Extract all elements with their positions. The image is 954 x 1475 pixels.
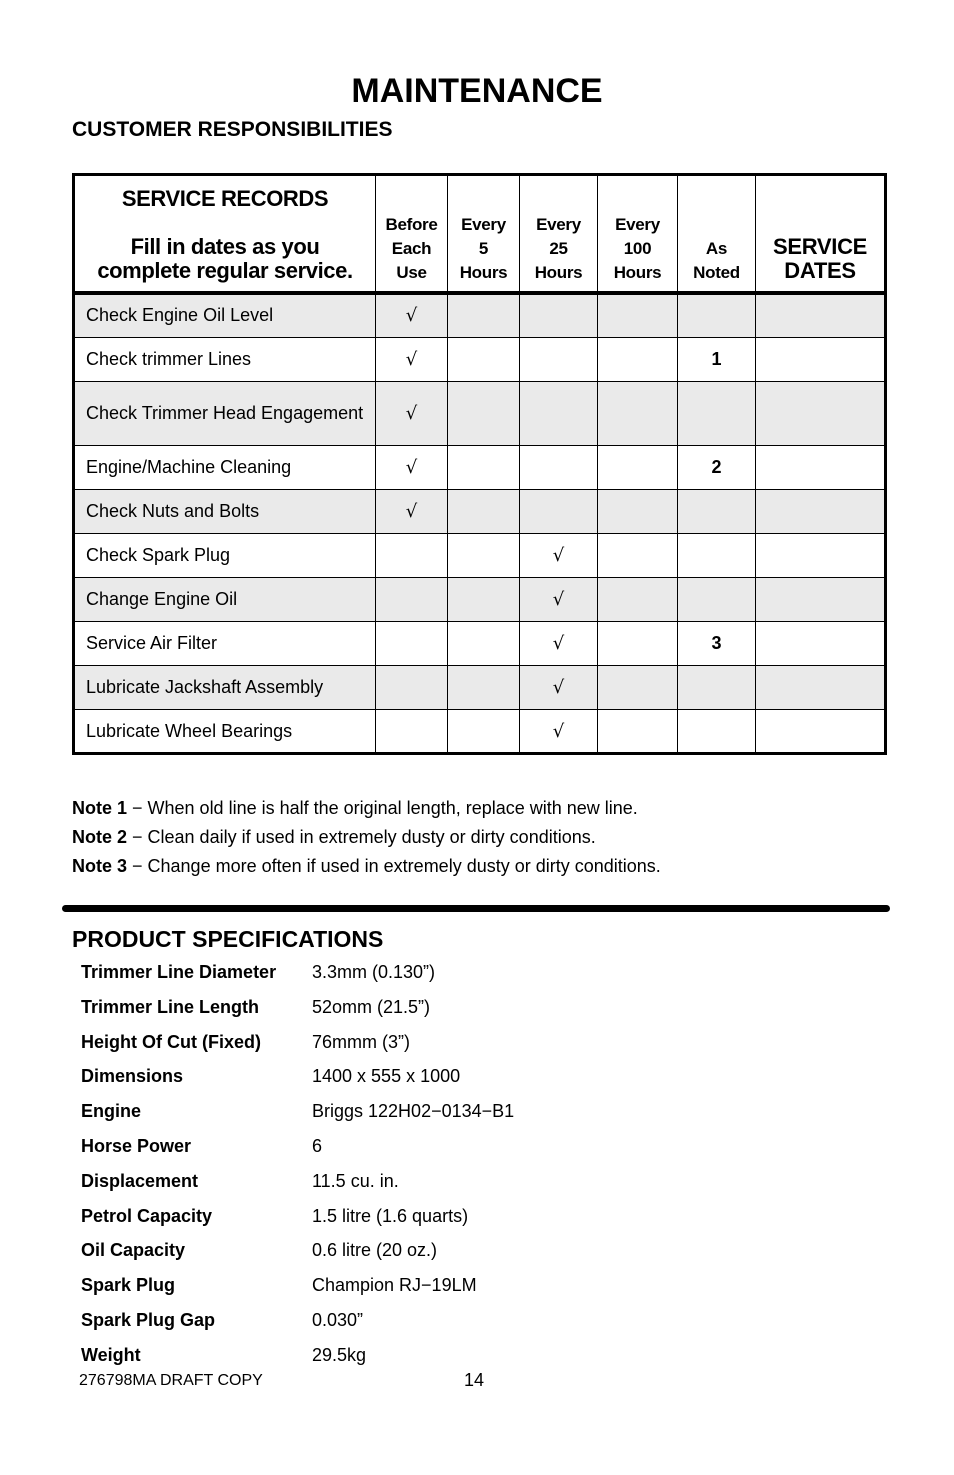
interval-check-cell — [376, 622, 448, 666]
interval-check-cell: √ — [520, 622, 598, 666]
interval-check-cell: √ — [376, 338, 448, 382]
interval-check-cell: √ — [376, 382, 448, 446]
table-row — [74, 338, 886, 382]
table-row — [74, 622, 886, 666]
interval-check-cell — [448, 666, 520, 710]
interval-line-2: 5 — [478, 238, 489, 258]
note-line — [72, 852, 661, 881]
interval-line-2: Each — [391, 238, 432, 258]
interval-check-cell: √ — [520, 666, 598, 710]
fill-in-line-1: Fill in dates as you — [130, 233, 320, 259]
table-row — [74, 446, 886, 490]
spec-value: 29.5kg — [312, 1344, 367, 1365]
service-table-body — [74, 293, 886, 754]
interval-line-1: Every — [615, 214, 660, 234]
as-noted-cell: 3 — [678, 622, 756, 666]
service-records-header — [74, 175, 376, 293]
task-cell: Lubricate Wheel Bearings — [74, 710, 376, 754]
note-text: − When old line is half the original length, replace with new line. — [127, 798, 638, 818]
as-noted-cell — [678, 666, 756, 710]
interval-header — [376, 175, 448, 293]
service-date-cell[interactable] — [756, 622, 886, 666]
interval-check-cell: √ — [376, 293, 448, 338]
interval-header — [448, 175, 520, 293]
table-header-row — [74, 175, 886, 293]
service-date-cell[interactable] — [756, 666, 886, 710]
spec-label: Engine — [81, 1101, 142, 1122]
task-cell: Service Air Filter — [74, 622, 376, 666]
interval-check-cell — [598, 666, 678, 710]
page-number: 14 — [464, 1370, 485, 1390]
interval-check-cell — [520, 338, 598, 382]
interval-line-1: Before — [385, 214, 438, 234]
as-noted-cell — [678, 490, 756, 534]
spec-label: Displacement — [81, 1170, 199, 1191]
interval-check-cell — [598, 446, 678, 490]
interval-line-2: 100 — [623, 238, 652, 258]
task-cell: Engine/Machine Cleaning — [74, 446, 376, 490]
service-records-label: SERVICE RECORDS — [121, 185, 329, 211]
table-row — [74, 490, 886, 534]
interval-header — [598, 175, 678, 293]
interval-check-cell — [448, 490, 520, 534]
interval-header — [520, 175, 598, 293]
spec-label: Trimmer Line Diameter — [81, 962, 277, 982]
service-date-cell[interactable] — [756, 578, 886, 622]
table-row — [74, 578, 886, 622]
spec-label: Trimmer Line Length — [81, 996, 260, 1017]
spec-label: Petrol Capacity — [81, 1205, 213, 1226]
interval-check-cell: √ — [520, 710, 598, 754]
spec-value: Champion RJ−19LM — [312, 1275, 477, 1296]
interval-line-3: Hours — [613, 262, 662, 282]
table-row — [74, 666, 886, 710]
interval-check-cell — [598, 382, 678, 446]
spec-value: 0.030” — [312, 1310, 364, 1330]
interval-check-cell — [598, 293, 678, 338]
interval-check-cell — [520, 446, 598, 490]
spec-label: Spark Plug Gap — [81, 1310, 216, 1330]
page-title: MAINTENANCE — [351, 72, 603, 110]
spec-label: Horse Power — [81, 1136, 192, 1156]
interval-check-cell — [448, 338, 520, 382]
interval-check-cell — [448, 622, 520, 666]
spec-value: Briggs 122H02−0134−B1 — [312, 1101, 515, 1122]
interval-check-cell — [598, 338, 678, 382]
as-noted-cell — [678, 578, 756, 622]
service-records-table — [72, 173, 887, 755]
interval-check-cell — [598, 490, 678, 534]
spec-value: 52omm (21.5”) — [312, 996, 431, 1017]
specs-heading: PRODUCT SPECIFICATIONS — [72, 926, 384, 952]
interval-check-cell — [520, 293, 598, 338]
spec-label: Oil Capacity — [81, 1240, 186, 1261]
section-divider — [62, 905, 890, 912]
interval-line-1: Every — [536, 214, 581, 234]
service-date-cell[interactable] — [756, 710, 886, 754]
interval-check-cell: √ — [376, 446, 448, 490]
task-cell: Check Nuts and Bolts — [74, 490, 376, 534]
interval-check-cell — [376, 578, 448, 622]
table-row — [74, 710, 886, 754]
spec-label: Spark Plug — [81, 1275, 176, 1296]
interval-check-cell — [376, 666, 448, 710]
as-noted-cell — [678, 293, 756, 338]
service-date-cell[interactable] — [756, 446, 886, 490]
service-dates-line-1: SERVICE — [772, 233, 868, 259]
service-date-cell[interactable] — [756, 382, 886, 446]
note-label: Note 3 — [72, 856, 128, 876]
as-noted-cell — [678, 710, 756, 754]
service-dates-header — [756, 175, 886, 293]
spec-value: 0.6 litre (20 oz.) — [312, 1240, 438, 1261]
interval-check-cell: √ — [376, 490, 448, 534]
interval-check-cell: √ — [520, 578, 598, 622]
interval-check-cell — [520, 382, 598, 446]
interval-line-2: 25 — [549, 238, 568, 258]
spec-label: Dimensions — [81, 1066, 184, 1087]
interval-check-cell — [448, 446, 520, 490]
spec-value: 1.5 litre (1.6 quarts) — [312, 1205, 469, 1226]
interval-check-cell — [520, 490, 598, 534]
table-row — [74, 293, 886, 338]
spec-value: 11.5 cu. in. — [312, 1170, 399, 1191]
interval-line-3: Use — [396, 262, 427, 282]
task-cell: Check Engine Oil Level — [74, 293, 376, 338]
notes-block — [72, 794, 661, 881]
note-text: − Change more often if used in extremely dusty or dirty conditions. — [127, 856, 661, 876]
interval-check-cell — [598, 622, 678, 666]
service-date-cell[interactable] — [756, 490, 886, 534]
interval-check-cell — [448, 578, 520, 622]
task-cell: Change Engine Oil — [74, 578, 376, 622]
interval-header — [678, 175, 756, 293]
interval-check-cell — [598, 710, 678, 754]
service-date-cell[interactable] — [756, 534, 886, 578]
note-line — [72, 823, 661, 852]
note-line — [72, 794, 661, 823]
fill-in-line-2: complete regular service. — [97, 257, 353, 283]
spec-value: 6 — [312, 1136, 323, 1156]
interval-check-cell — [598, 578, 678, 622]
interval-check-cell — [448, 382, 520, 446]
note-text: − Clean daily if used in extremely dusty or dirty conditions. — [127, 827, 596, 847]
interval-line-3: Noted — [693, 262, 740, 282]
table-row — [74, 382, 886, 446]
interval-line-2: As — [705, 238, 728, 258]
task-cell: Lubricate Jackshaft Assembly — [74, 666, 376, 710]
interval-check-cell — [448, 534, 520, 578]
interval-check-cell — [376, 710, 448, 754]
spec-value: 3.3mm (0.130”) — [312, 962, 436, 982]
service-dates-line-2: DATES — [784, 257, 856, 283]
interval-check-cell — [598, 534, 678, 578]
interval-line-3: Hours — [459, 262, 508, 282]
note-label: Note 1 — [72, 798, 128, 818]
as-noted-cell: 2 — [678, 446, 756, 490]
as-noted-cell — [678, 534, 756, 578]
interval-line-3: Hours — [534, 262, 583, 282]
task-cell: Check trimmer Lines — [74, 338, 376, 382]
as-noted-cell: 1 — [678, 338, 756, 382]
section-subtitle: CUSTOMER RESPONSIBILITIES — [72, 118, 393, 141]
as-noted-cell — [678, 382, 756, 446]
interval-line-1: Every — [461, 214, 506, 234]
note-label: Note 2 — [72, 827, 128, 847]
task-cell: Check Spark Plug — [74, 534, 376, 578]
interval-check-cell — [448, 710, 520, 754]
spec-label: Weight — [81, 1344, 141, 1365]
table-row — [74, 534, 886, 578]
spec-value: 76mmm (3”) — [312, 1031, 410, 1052]
spec-value: 1400 x 555 x 1000 — [312, 1066, 461, 1087]
task-cell: Check Trimmer Head Engagement — [74, 382, 376, 446]
document-code: 276798MA DRAFT COPY — [79, 1372, 263, 1389]
spec-label: Height Of Cut (Fixed) — [81, 1031, 261, 1052]
service-date-cell[interactable] — [756, 293, 886, 338]
service-date-cell[interactable] — [756, 338, 886, 382]
interval-check-cell — [448, 293, 520, 338]
interval-check-cell: √ — [520, 534, 598, 578]
interval-check-cell — [376, 534, 448, 578]
